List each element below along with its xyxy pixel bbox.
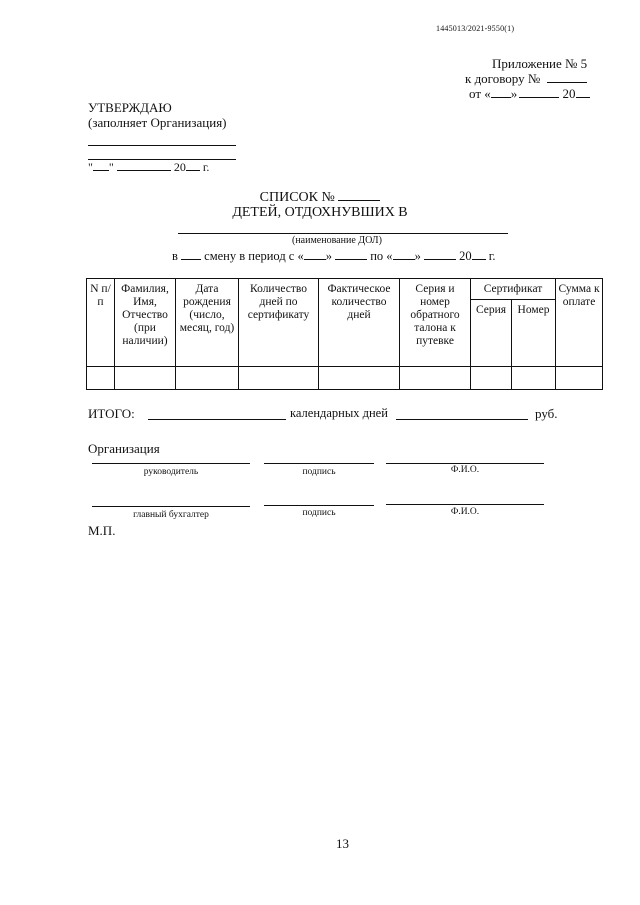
approve-signature-line [88,145,236,146]
list-subtitle: ДЕТЕЙ, ОТДОХНУВШИХ В [232,205,408,220]
header-birth-date: Дата рождения (число, месяц, год) [176,279,239,367]
totals-currency: руб. [535,406,558,421]
totals-days-line [148,419,286,420]
table-cell [87,367,115,390]
approve-title: УТВЕРЖДАЮ [88,100,172,115]
organization-label: Организация [88,441,160,456]
header-num: N п/п [87,279,115,367]
totals-label: ИТОГО: [88,406,135,421]
head-fio-caption: Ф.И.О. [450,465,480,475]
head-line [92,463,250,464]
header-certificate: Сертификат [471,279,556,300]
table-cell [400,367,471,390]
page-number: 13 [336,836,349,851]
accountant-caption: главный бухгалтер [133,510,209,520]
head-signature-line [264,463,374,464]
header-days-actual: Фактическое количество дней [319,279,400,367]
head-signature-caption: подпись [302,467,336,477]
table-cell [319,367,400,390]
table-cell [239,367,319,390]
accountant-fio-line [386,504,544,505]
table-cell [556,367,603,390]
table-cell [176,367,239,390]
header-days-certificate: Количество дней по сертификату [239,279,319,367]
accountant-line [92,506,250,507]
header-name: Фамилия, Имя, Отчество (при наличии) [115,279,176,367]
document-id: 1445013/2021-9550(1) [436,24,515,33]
table-row [87,367,603,390]
header-amount: Сумма к оплате [556,279,603,367]
approve-date: " " 20 г. [88,160,210,174]
appendix-date: от « » 20 [469,86,590,101]
header-voucher: Серия и номер обратного талона к путевке [400,279,471,367]
stamp-label: М.П. [88,523,116,538]
list-title: СПИСОК № [0,190,640,206]
header-cert-series: Серия [471,300,512,367]
table-cell [512,367,556,390]
accountant-signature-caption: подпись [302,508,336,518]
period-line: в смену в период с « » по « » 20 г. [172,249,496,263]
head-caption: руководитель [143,467,199,477]
appendix-contract: к договору № [465,71,541,86]
head-fio-line [386,463,544,464]
accountant-signature-line [264,505,374,506]
table-cell [471,367,512,390]
header-cert-number: Номер [512,300,556,367]
approve-subtitle: (заполняет Организация) [88,115,227,130]
camp-name-line [178,233,508,234]
table-cell [115,367,176,390]
contract-number-line [547,82,587,83]
children-table [86,278,603,390]
camp-name-caption: (наименование ДОЛ) [292,235,382,246]
appendix-title: Приложение № 5 [492,56,588,71]
totals-days-label: календарных дней [290,406,388,420]
totals-sum-line [396,419,528,420]
accountant-fio-caption: Ф.И.О. [450,507,480,517]
